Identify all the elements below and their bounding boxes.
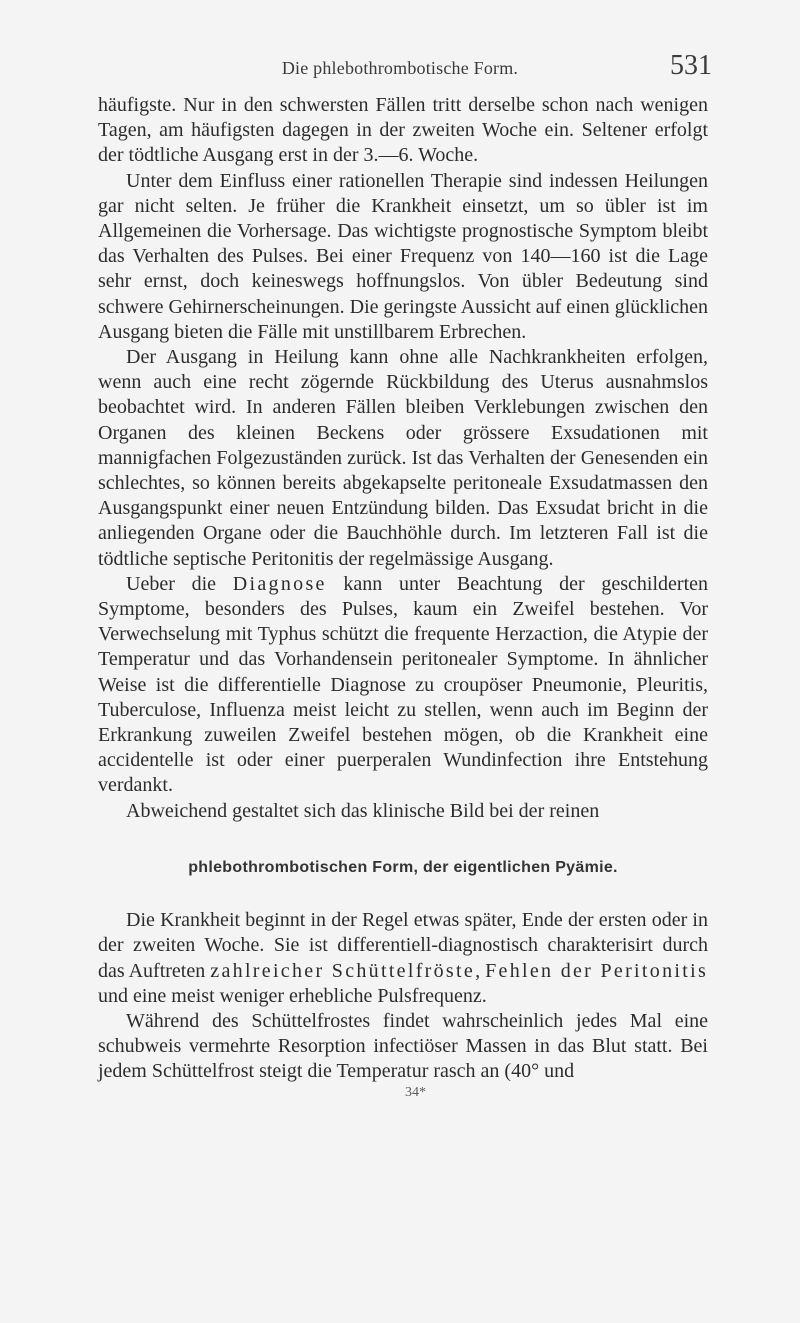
page-header [0, 50, 800, 90]
section-heading: phlebothrombotischen Form, der eigentlichen Pyämie. [188, 858, 618, 876]
paragraph [98, 908, 708, 1009]
paragraph: Während des Schüttelfrostes findet wahrscheinlich jedes Mal eine schubweis vermehrte Resorption infectiöser Massen in das Blut statt. Bei jedem Schüttelfrost steigt die Temperatur rasch an (40° und [98, 1009, 708, 1083]
emphasized-term: Diagnose [232, 572, 327, 595]
text-run: , [475, 959, 486, 982]
paragraph [98, 572, 708, 799]
text-run: Ueber die [126, 572, 233, 595]
paragraph: Abweichend gestaltet sich das klinische Bild bei der reinen [126, 799, 600, 822]
text-run: und eine meist weniger erhebliche Pulsfrequenz. [98, 984, 487, 1007]
paragraph: Der Ausgang in Heilung kann ohne alle Nachkrankheiten erfolgen, wenn auch eine recht zögernde Rückbildung des Uterus ausnahmslos beobachtet wird. In anderen Fällen bleiben Verklebungen zwischen den Organen des kleinen Beckens oder grössere Exsudationen mit mannigfachen Folgezuständen zurück. Ist das Verhalten der Genesenden ein schlechtes, so können bereits abgekapselte peritoneale Exsudatmassen den Ausgangspunkt einer neuen Entzündung bilden. Das Exsudat bricht in die anliegenden Organe oder die Bauchhöhle durch. Im letzteren Fall ist die tödtliche septische Peritonitis der regelmässige Ausgang. [98, 346, 708, 570]
text-run: kann unter Beachtung der geschilderten Symptome, besonders des Pulses, kaum ein Zweifel bestehen. Vor Verwechselung mit Typhus schützt die frequente Herzaction, die Atypie der Temperatur und das Vorhandensein peritonealer Symptome. In ähnlicher Weise ist die differentielle Diagnose zu croupöser Pneumonie, Pleuritis, Tuberculose, Influenza meist leicht zu stellen, wenn auch im Beginn der Erkrankung zuweilen Zweifel bestehen mögen, ob die Krankheit eine accidentelle ist oder einer puerperalen Wundinfection ihre Entstehung verdankt. [98, 572, 709, 797]
text-run: Die Krankheit beginnt in der Regel etwas später, Ende der ersten oder in der zweiten Woche. Sie ist differentiell-diagnostisch charakterisirt durch das Auftreten [98, 909, 708, 982]
signature-mark: 34* [405, 1084, 426, 1100]
emphasized-term: zahlreicher Schüttelfröste [210, 959, 476, 982]
emphasized-term: Fehlen der Peritonitis [485, 959, 709, 982]
main-text [98, 93, 708, 1105]
running-title: Die phlebothrombotische Form. [281, 58, 519, 78]
paragraph: häufigste. Nur in den schwersten Fällen tritt derselbe schon nach wenigen Tagen, am häufigsten dagegen in der zweiten Woche ein. Seltener erfolgt der tödtliche Ausgang erst in der 3.—6. Woche. [98, 94, 708, 167]
page-number: 531 [670, 50, 712, 81]
paragraph: Unter dem Einfluss einer rationellen Therapie sind indessen Heilungen gar nicht selten. Je früher die Krankheit einsetzt, um so übler ist im Allgemeinen die Vorhersage. Das wichtigste prognostische Symptom bleibt das Verhalten des Pulses. Bei einer Frequenz von 140—160 ist die Lage sehr ernst, doch keineswegs hoffnungslos. Von übler Bedeutung sind schwere Gehirnerscheinungen. Die geringste Aussicht auf einen glücklichen Ausgang bieten die Fälle mit unstillbarem Erbrechen. [98, 169, 708, 343]
